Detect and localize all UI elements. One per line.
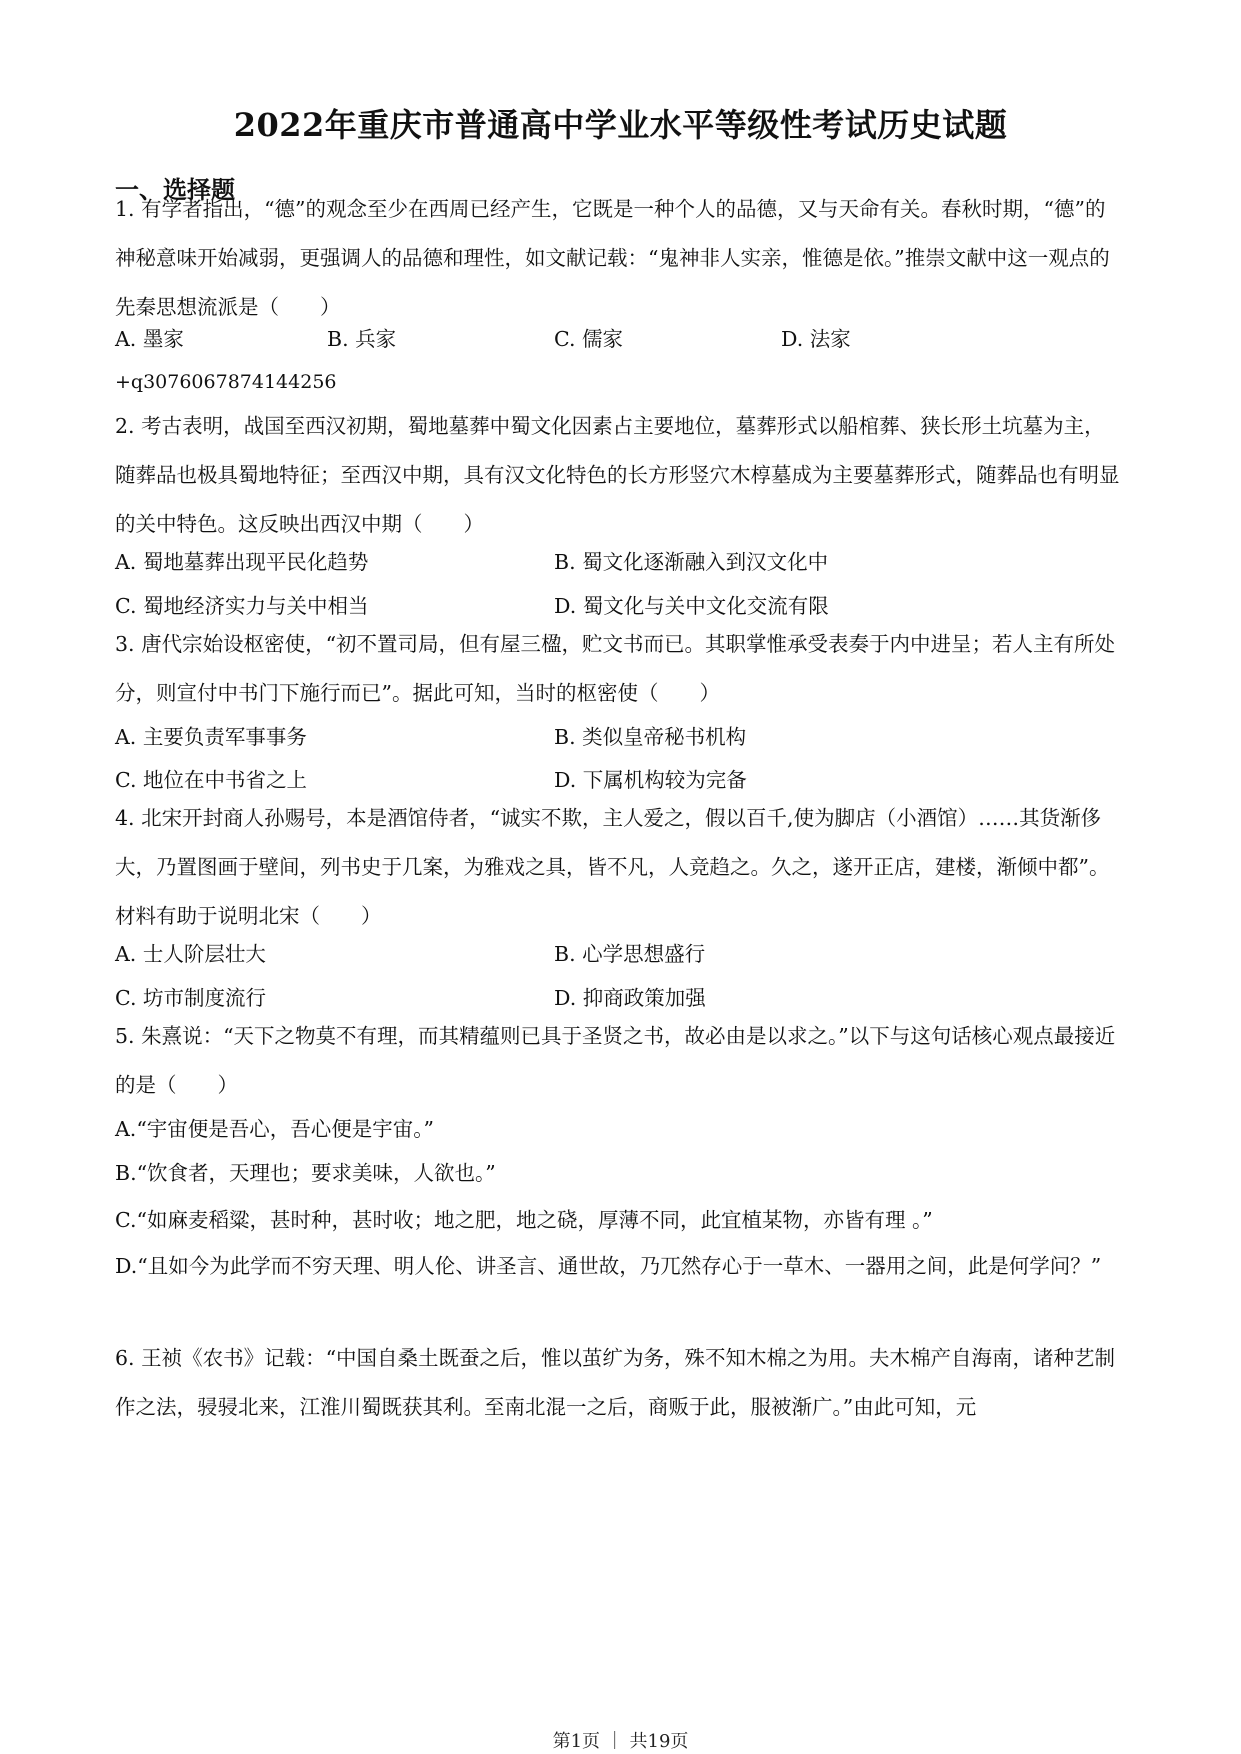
option-b: B. 蜀文化逐渐融入到汉文化中: [554, 550, 829, 574]
option-a: A. 墨家: [115, 327, 184, 351]
option-b: B. 类似皇帝秘书机构: [554, 725, 747, 749]
question-2-options-row1: [115, 545, 1125, 594]
option-d: D. 抑商政策加强: [554, 986, 706, 1010]
option-d: D. 蜀文化与关中文化交流有限: [554, 594, 829, 618]
option-b: B.“饮食者，天理也；要求美味，人欲也。”: [115, 1161, 496, 1185]
option-c: C. 儒家: [554, 327, 623, 351]
question-2-stem: 2. 考古表明，战国至西汉初期，蜀地墓葬中蜀文化因素占主要地位，墓葬形式以船棺葬、狭长形土坑墓为主，随葬品也极具蜀地特征；至西汉中期，具有汉文化特色的长方形竖穴木椁墓成为主要墓葬形式，随葬品也有明显的关中特色。这反映出西汉中期（ ）: [115, 414, 1120, 536]
option-d: D. 下属机构较为完备: [554, 768, 747, 792]
option-b: B. 兵家: [327, 327, 397, 351]
option-a: A. 主要负责军事事务: [115, 725, 307, 749]
option-c: C.“如麻麦稻粱，甚时种，甚时收；地之肥，地之硗，厚薄不同，此宜植某物，亦皆有理 。”: [115, 1208, 933, 1232]
question-3-options-row1: [115, 720, 1125, 769]
option-a: A. 士人阶层壮大: [115, 942, 266, 966]
question-1-stem: 1. 有学者指出，“德”的观念至少在西周已经产生，它既是一种个人的品德，又与天命有关。春秋时期，“德”的神秘意味开始减弱，更强调人的品德和理性，如文献记载：“鬼神非人实亲，惟德是依。”推崇文献中这一观点的先秦思想流派是（ ）: [115, 197, 1110, 319]
option-d: D.“且如今为此学而不穷天理、明人伦、讲圣言、通世故，乃兀然存心于一草木、一器用之间，此是何学问？”: [115, 1254, 1102, 1278]
question-3-stem: 3. 唐代宗始设枢密使，“初不置司局，但有屋三楹，贮文书而已。其职掌惟承受表奏于内中进呈；若人主有所处分，则宣付中书门下施行而已”。据此可知，当时的枢密使（ ）: [115, 632, 1116, 705]
option-b: B. 心学思想盛行: [554, 942, 706, 966]
option-a: A.“宇宙便是吾心，吾心便是宇宙。”: [115, 1117, 435, 1141]
option-d: D. 法家: [781, 327, 851, 351]
option-c: C. 坊市制度流行: [115, 986, 266, 1010]
page-footer: 第1页 ｜ 共19页: [552, 1731, 689, 1752]
question-4-options-row1: [115, 937, 1125, 986]
page-title: 2022年重庆市普通高中学业水平等级性考试历史试题: [233, 106, 1008, 144]
question-6-stem: 6. 王祯《农书》记载：“中国自桑土既蚕之后，惟以茧纩为务，殊不知木棉之为用。夫木棉产自海南，诸种艺制作之法，骎骎北来，江淮川蜀既获其利。至南北混一之后，商贩于此，服被渐广。”由此可知，元: [115, 1346, 1116, 1419]
option-c: C. 蜀地经济实力与关中相当: [115, 594, 369, 618]
option-c: C. 地位在中书省之上: [115, 768, 307, 792]
question-1-options: [115, 326, 1125, 375]
section-heading: 一、选择题: [115, 175, 235, 204]
contact-line: +q3076067874144256: [115, 371, 337, 393]
option-a: A. 蜀地墓葬出现平民化趋势: [115, 550, 369, 574]
question-5-stem: 5. 朱熹说：“天下之物莫不有理，而其精蕴则已具于圣贤之书，故必由是以求之。”以下与这句话核心观点最接近的是（ ）: [115, 1024, 1116, 1097]
question-4-stem: 4. 北宋开封商人孙赐号，本是酒馆侍者，“诚实不欺，主人爱之，假以百千,使为脚店（小酒馆）……其货渐侈大，乃置图画于壁间，列书史于几案，为雅戏之具，皆不凡，人竞趋之。久之，遂开正店，建楼，渐倾中都”。材料有助于说明北宋（ ）: [115, 806, 1110, 928]
